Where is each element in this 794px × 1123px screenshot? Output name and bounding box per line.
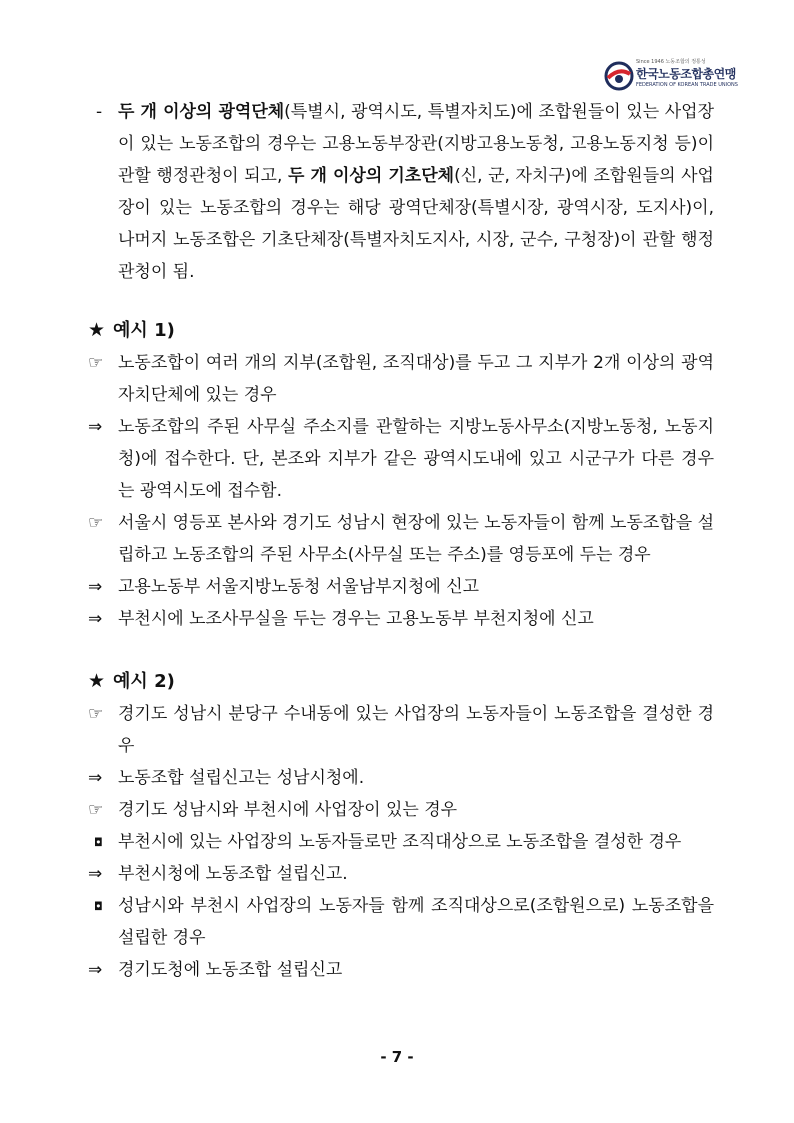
federation-logo [604,58,764,92]
list-item-text: 고용노동부 서울지방노동청 서울남부지청에 신고 [118,577,480,597]
logo-name: 한국노동조합총연맹 [636,67,736,81]
example-2-heading [88,665,714,698]
pointing-hand-icon: ☞ [88,800,104,820]
list-item-text: 부천시청에 노동조합 설립신고. [118,864,348,884]
arrow-icon: ⇒ [88,609,103,629]
list-item [88,762,714,794]
list-item [88,507,714,571]
list-item-text: 성남시와 부천시 사업장의 노동자들 함께 조직대상으로(조합원으로) 노동조합을 설립한 경우 [118,896,714,948]
list-item [88,826,714,858]
square-bullet-icon: ◘ [94,836,103,849]
pointing-hand-icon: ☞ [88,704,104,724]
list-item [88,954,714,986]
pointing-hand-icon: ☞ [88,353,104,373]
intro-text-2: (신, 군, 자치구)에 조합원들의 사업장이 있는 노동조합의 경우는 해당 광역단체장(특별시장, 광역시장, 도지사)이, 나머지 노동조합은 기초단체장(특별자치도지사, 시장, 군수, 구청장)이 관할 행정관청이 됨. [118,166,714,282]
star-icon: ★ [88,319,106,341]
pointing-hand-icon: ☞ [88,513,104,533]
list-item [88,411,714,507]
arrow-icon: ⇒ [88,577,103,597]
list-item [88,858,714,890]
list-item-text: 경기도청에 노동조합 설립신고 [118,960,343,980]
logo-english-name: FEDERATION OF KOREAN TRADE UNIONS [636,82,738,88]
federation-emblem-icon [604,61,634,91]
list-item-text: 부천시에 있는 사업장의 노동자들로만 조직대상으로 노동조합을 결성한 경우 [118,832,682,852]
page-number: - 7 - [380,1048,414,1066]
star-icon: ★ [88,670,106,692]
intro-bold-2: 두 개 이상의 기초단체 [287,166,455,186]
list-item [88,603,714,635]
dash-marker: - [96,102,103,122]
list-item-text: 서울시 영등포 본사와 경기도 성남시 현장에 있는 노동자들이 함께 노동조합을 설립하고 노동조합의 주된 사무소(사무실 또는 주소)를 영등포에 두는 경우 [118,513,714,565]
list-item [88,890,714,954]
list-item [88,698,714,762]
intro-paragraph [88,96,714,288]
list-item-text: 경기도 성남시 분당구 수내동에 있는 사업장의 노동자들이 노동조합을 결성한 경우 [118,704,714,756]
example-1-heading [88,314,714,347]
list-item-text: 노동조합 설립신고는 성남시청에. [118,768,365,788]
list-item-text: 부천시에 노조사무실을 두는 경우는 고용노동부 부천지청에 신고 [118,609,594,629]
arrow-icon: ⇒ [88,768,103,788]
arrow-icon: ⇒ [88,864,103,884]
list-item [88,347,714,411]
list-item-text: 노동조합이 여러 개의 지부(조합원, 조직대상)를 두고 그 지부가 2개 이상의 광역자치단체에 있는 경우 [118,353,714,405]
list-item-text: 경기도 성남시와 부천시에 사업장이 있는 경우 [118,800,458,820]
logo-subtitle: Since 1946 노동조합의 정통성 [636,59,706,65]
list-item-text: 노동조합의 주된 사무실 주소지를 관할하는 지방노동사무소(지방노동청, 노동지청)에 접수한다. 단, 본조와 지부가 같은 광역시도내에 있고 시군구가 다른 경우는 광역시도에 접수함. [118,417,714,501]
square-bullet-icon: ◘ [94,900,103,913]
intro-text-1: (특별시, 광역시도, 특별자치도)에 조합원들이 있는 사업장이 있는 노동조합의 경우는 고용노동부장관(지방고용노동청, 고용노동지청 등)이 관할 행정관청이 되고, [118,102,714,186]
arrow-icon: ⇒ [88,960,103,980]
arrow-icon: ⇒ [88,417,103,437]
list-item [88,571,714,603]
document-body [88,96,714,986]
list-item [88,794,714,826]
intro-bold-1: 두 개 이상의 광역단체 [118,102,285,122]
example-2-title: 예시 2) [113,671,175,692]
example-1-title: 예시 1) [113,320,175,341]
